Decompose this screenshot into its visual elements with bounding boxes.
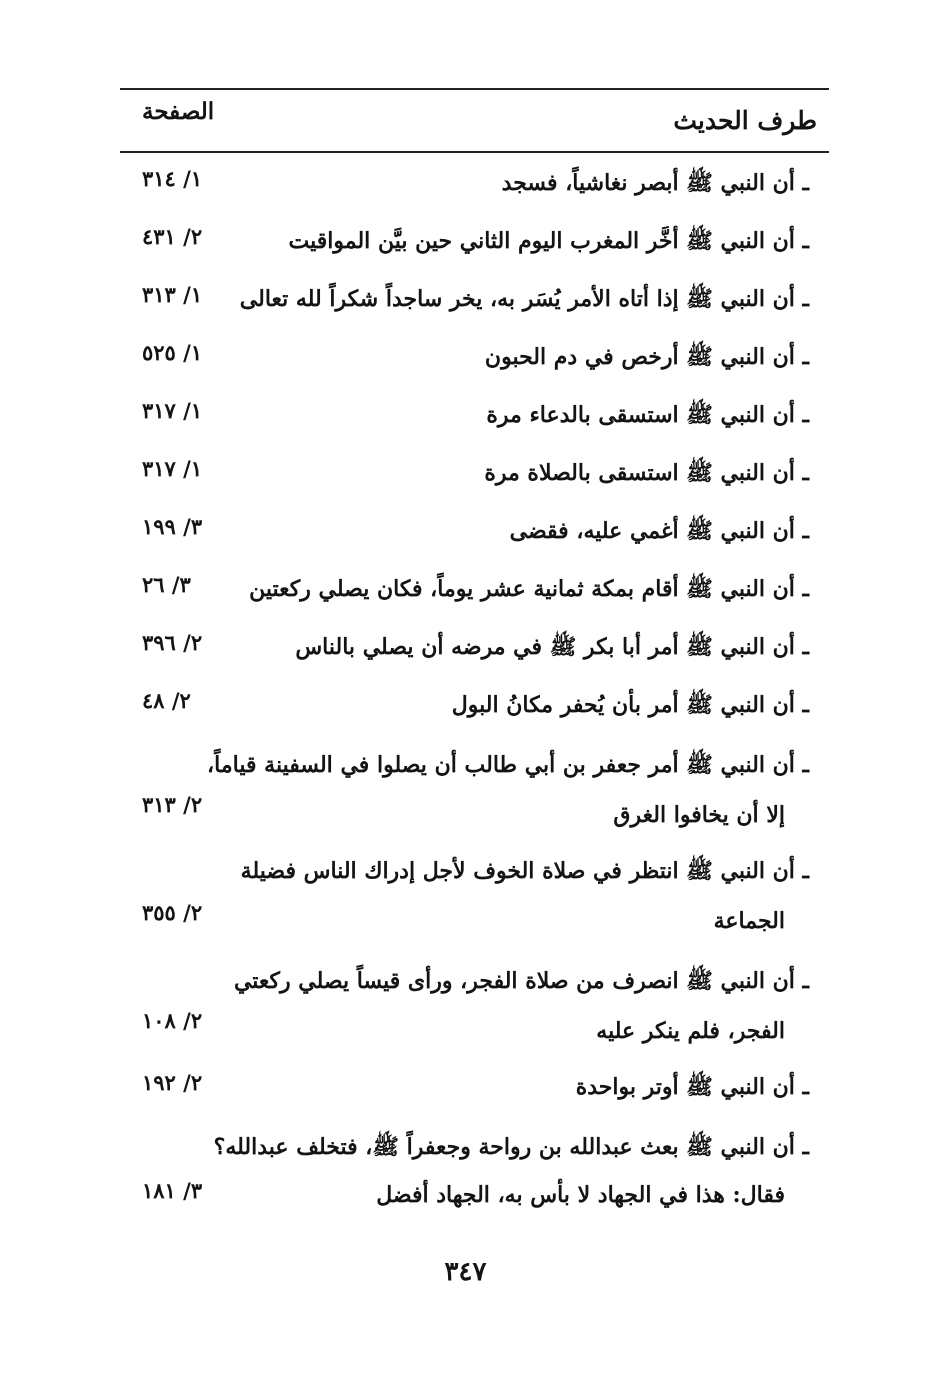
page-ref: ٣/ ١٨١ — [142, 1178, 203, 1203]
list-item — [120, 686, 829, 726]
list-item — [120, 164, 829, 204]
list-item — [120, 746, 829, 836]
hadith-text: ـ أن النبي ﷺ استسقى بالصلاة مرة — [484, 460, 809, 486]
page-ref: ١/ ٣١٧ — [142, 456, 203, 481]
hadith-text: ـ أن النبي ﷺ انتظر في صلاة الخوف لأجل إدراك الناس فضيلة — [240, 858, 809, 884]
list-item — [120, 512, 829, 552]
page-ref: ١/ ٥٢٥ — [142, 340, 203, 365]
list-item — [120, 1068, 829, 1108]
page-ref: ٢/ ٣٥٥ — [142, 900, 203, 925]
header-page-label: الصفحة — [142, 98, 215, 125]
top-rule — [120, 88, 829, 90]
page-ref: ٢/ ١٩٢ — [142, 1070, 203, 1095]
page-ref: ٢/ ١٠٨ — [142, 1008, 203, 1033]
hadith-text: ـ أن النبي ﷺ أخَّر المغرب اليوم الثاني حين بيَّن المواقيت — [288, 228, 809, 254]
list-item — [120, 338, 829, 378]
page-ref: ٢/ ٤٣١ — [142, 224, 203, 249]
table-header — [120, 96, 829, 146]
page-ref: ١/ ٣١٣ — [142, 282, 203, 307]
hadith-text: ـ أن النبي ﷺ أغمي عليه، فقضى — [509, 518, 809, 544]
page-ref: ١/ ٣١٧ — [142, 398, 203, 423]
page-number: ٣٤٧ — [444, 1257, 487, 1287]
list-item — [120, 454, 829, 494]
header-hadith-label: طرف الحديث — [673, 106, 817, 135]
hadith-text: ـ أن النبي ﷺ أمر أبا بكر ﷺ في مرضه أن يصلي بالناس — [295, 634, 809, 660]
hadith-text: ـ أن النبي ﷺ أمر بأن يُحفر مكانُ البول — [451, 692, 809, 718]
hadith-text-continuation: إلا أن يخافوا الغرق — [613, 802, 785, 828]
page-ref: ٢/ ٤٨ — [142, 688, 191, 713]
hadith-text: ـ أن النبي ﷺ أقام بمكة ثمانية عشر يوماً، فكان يصلي ركعتين — [249, 576, 809, 602]
list-item — [120, 396, 829, 436]
hadith-text: ـ أن النبي ﷺ أمر جعفر بن أبي طالب أن يصلوا في السفينة قياماً، — [207, 752, 809, 778]
list-item — [120, 222, 829, 262]
hadith-text: ـ أن النبي ﷺ أبصر نغاشياً، فسجد — [501, 170, 809, 196]
hadith-text: ـ أن النبي ﷺ أرخص في دم الحبون — [484, 344, 809, 370]
page-ref: ٣/ ١٩٩ — [142, 514, 203, 539]
hadith-text: ـ أن النبي ﷺ بعث عبدالله بن رواحة وجعفراً ﷺ، فتخلف عبدالله؟ — [213, 1134, 809, 1160]
page-ref: ٢/ ٣٩٦ — [142, 630, 203, 655]
list-item — [120, 1128, 829, 1218]
hadith-text: ـ أن النبي ﷺ استسقى بالدعاء مرة — [486, 402, 809, 428]
header-rule — [120, 151, 829, 153]
page-ref: ٢/ ٣١٣ — [142, 792, 203, 817]
list-item — [120, 852, 829, 944]
list-item — [120, 280, 829, 320]
hadith-text-continuation: فقال: هذا في الجهاد لا بأس به، الجهاد أفضل — [376, 1182, 785, 1208]
page-ref: ٣/ ٢٦ — [142, 572, 191, 597]
hadith-text-continuation: الجماعة — [713, 908, 785, 934]
list-item — [120, 570, 829, 610]
hadith-text: ـ أن النبي ﷺ انصرف من صلاة الفجر، ورأى قيساً يصلي ركعتي — [233, 968, 809, 994]
list-item — [120, 962, 829, 1052]
hadith-text: ـ أن النبي ﷺ أوتر بواحدة — [575, 1074, 809, 1100]
page-ref: ١/ ٣١٤ — [142, 166, 203, 191]
list-item — [120, 628, 829, 668]
hadith-text-continuation: الفجر، فلم ينكر عليه — [596, 1018, 785, 1044]
hadith-text: ـ أن النبي ﷺ إذا أتاه الأمر يُسَر به، يخر ساجداً شكراً لله تعالى — [239, 286, 809, 312]
